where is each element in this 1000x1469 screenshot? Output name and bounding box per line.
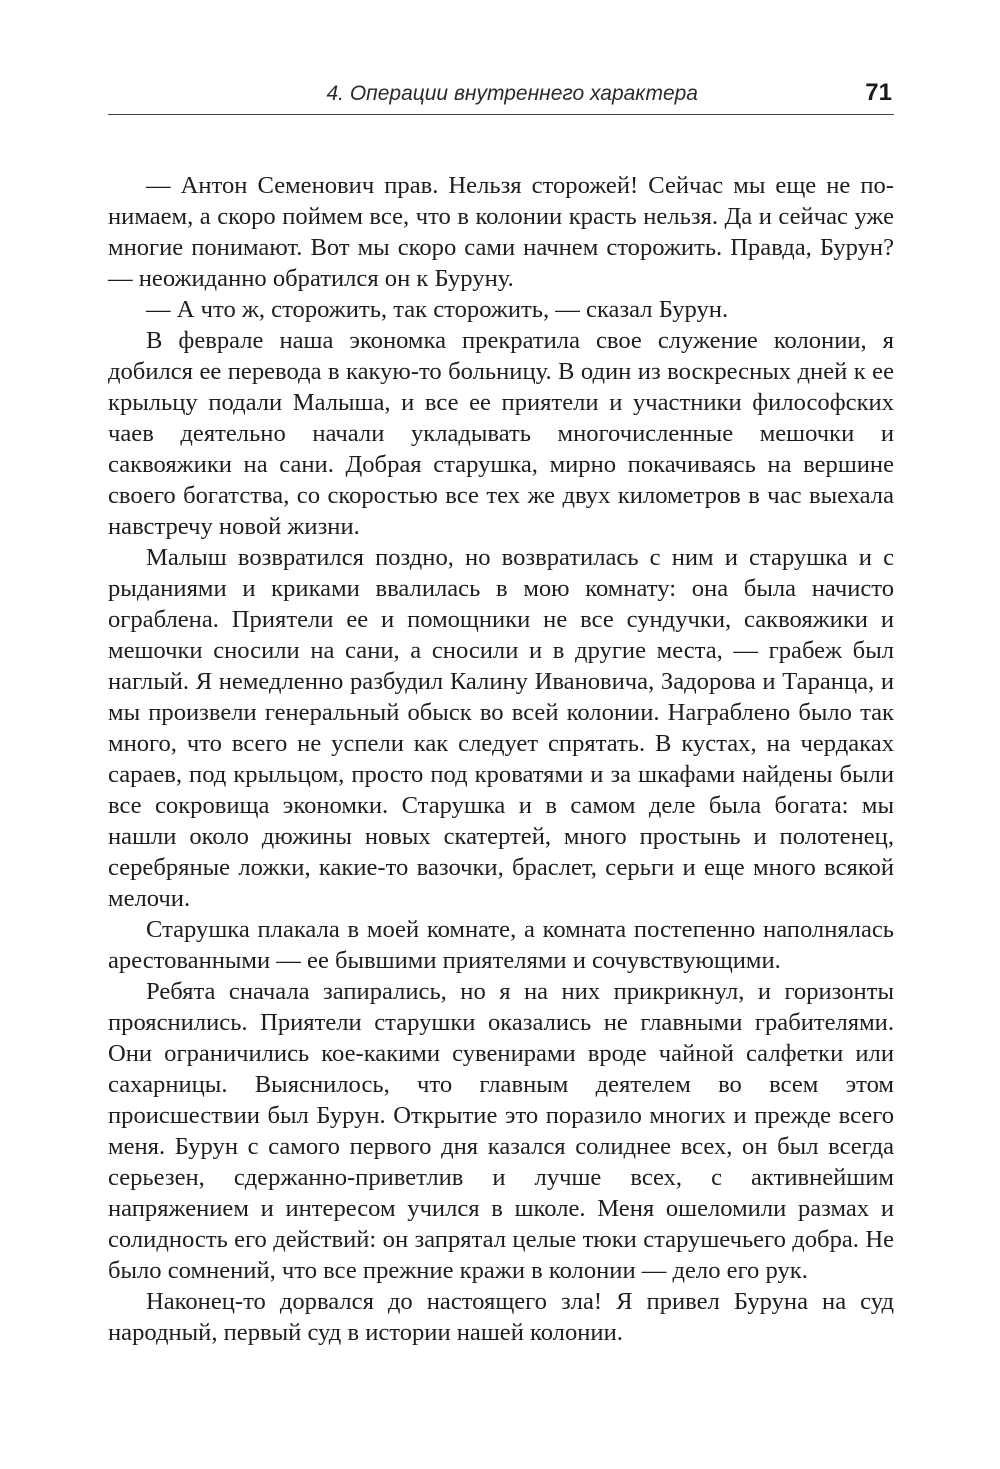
paragraph: В феврале наша экономка прекратила свое служение колонии, я добился ее перевода в какую-то больницу. В один из воскресных дней к ее крыльцу подали Малыша, и все ее приятели и участники философских чаев деятельно начали укладывать многочисленные мешочки и саквояжики на сани. Добрая старушка, мирно покачиваясь на вершине своего богатства, со скоростью все тех же двух километров в час выехала навстречу новой жизни. xyxy=(108,327,894,540)
paragraph: — Антон Семенович прав. Нельзя сторожей! Сейчас мы еще не понимаем, а скоро поймем все, что в колонии красть нельзя. Да и сейчас уже многие понимают. Вот мы скоро сами начнем сторожить. Правда, Бурун? — неожиданно обратился он к Буруну. xyxy=(108,172,894,292)
paragraph: Ребята сначала запирались, но я на них прикрикнул, и горизонты прояснились. Приятели старушки оказались не главными грабителями. Они ограничились кое-какими сувенирами вроде чайной салфетки или сахарницы. Выяснилось, что главным деятелем во всем этом происшествии был Бурун. Открытие это поразило многих и прежде всего меня. Бурун с самого первого дня казался солиднее всех, он был всегда серьезен, сдержанно-приветлив и лучше всех, с активнейшим напряжением и интересом учился в школе. Меня ошеломили размах и солидность его действий: он запрятал целые тюки старушечьего добра. Не было сомнений, что все прежние кражи в колонии — дело его рук. xyxy=(108,978,894,1284)
running-title: 4. Операции внутреннего характера xyxy=(326,82,698,105)
paragraph: Малыш возвратился поздно, но возвратилась с ним и старушка и с рыданиями и криками ввалилась в мою комнату: она была начисто ограблена. Приятели ее и помощники не все сундучки, саквояжики и мешочки сносили на сани, а сносили и в другие места, — грабеж был наглый. Я немедленно разбудил Калину Ивановича, Задорова и Таранца, и мы произвели генеральный обыск во всей колонии. Награблено было так много, что всего не успели как следует спрятать. В кустах, на чердаках сараев, под крыльцом, просто под кроватями и за шкафами найдены были все сокровища экономки. Старушка и в самом деле была богата: мы нашли около дюжины новых скатертей, много простынь и полотенец, серебряные ложки, какие-то вазочки, браслет, серьги и еще много всякой мелочи. xyxy=(108,544,894,912)
paragraph: Старушка плакала в моей комнате, а комната постепенно наполнялась арестованными — ее бывшими приятелями и сочувствующими. xyxy=(108,916,894,974)
page-number: 71 xyxy=(865,79,892,106)
running-head xyxy=(108,78,894,115)
body-text xyxy=(108,170,894,1348)
paragraph: — А что ж, сторожить, так сторожить, — сказал Бурун. xyxy=(146,296,729,323)
paragraph: Наконец-то дорвался до настоящего зла! Я привел Буруна на суд народный, первый суд в истории нашей колонии. xyxy=(108,1288,894,1346)
